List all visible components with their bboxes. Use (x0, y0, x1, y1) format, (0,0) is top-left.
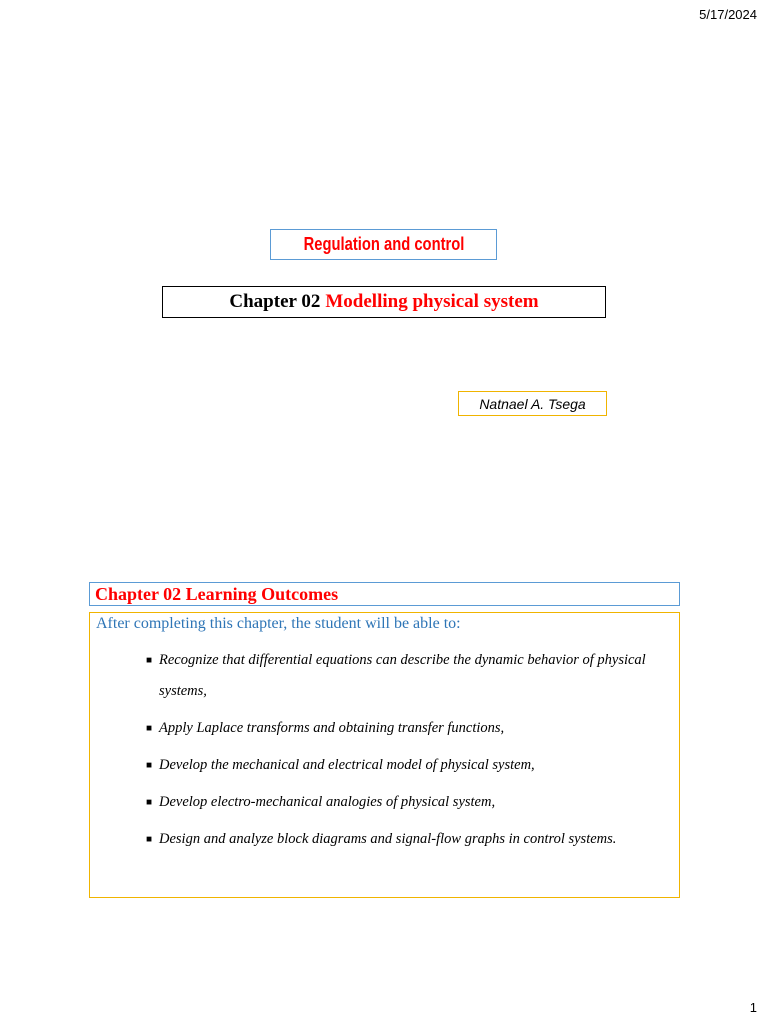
page-number: 1 (749, 1000, 757, 1015)
list-item (146, 787, 666, 818)
bullet-icon: ■ (146, 723, 153, 734)
outcomes-box (89, 612, 680, 898)
slide-date: 5/17/2024 (699, 7, 757, 22)
bullet-icon: ■ (146, 797, 153, 808)
outcomes-heading: Chapter 02 Learning Outcomes (95, 583, 339, 604)
bullet-icon: ■ (146, 760, 153, 771)
list-item (146, 645, 666, 707)
chapter-title-box (162, 286, 606, 318)
bullet-icon: ■ (146, 655, 153, 666)
course-title-box (270, 229, 497, 260)
outcomes-heading-box (89, 582, 680, 606)
chapter-name: Modelling physical system (325, 291, 539, 312)
author-name: Natnael A. Tsega (479, 395, 586, 412)
course-title: Regulation and control (303, 234, 464, 254)
chapter-number: Chapter 02 (229, 291, 321, 312)
outcomes-intro: After completing this chapter, the student will be able to: (96, 615, 461, 632)
bullet-icon: ■ (146, 834, 153, 845)
author-box (458, 391, 607, 416)
list-item (146, 824, 666, 855)
list-item-text: Develop the mechanical and electrical model of physical system, (159, 757, 535, 773)
list-item-text: Develop electro-mechanical analogies of physical system, (159, 794, 496, 810)
list-item-text: Recognize that differential equations can describe the dynamic behavior of physical systems, (159, 652, 646, 699)
list-item (146, 750, 666, 781)
list-item (146, 713, 666, 744)
list-item-text: Apply Laplace transforms and obtaining transfer functions, (159, 720, 505, 736)
outcomes-list (146, 645, 666, 861)
list-item-text: Design and analyze block diagrams and signal-flow graphs in control systems. (159, 831, 617, 847)
